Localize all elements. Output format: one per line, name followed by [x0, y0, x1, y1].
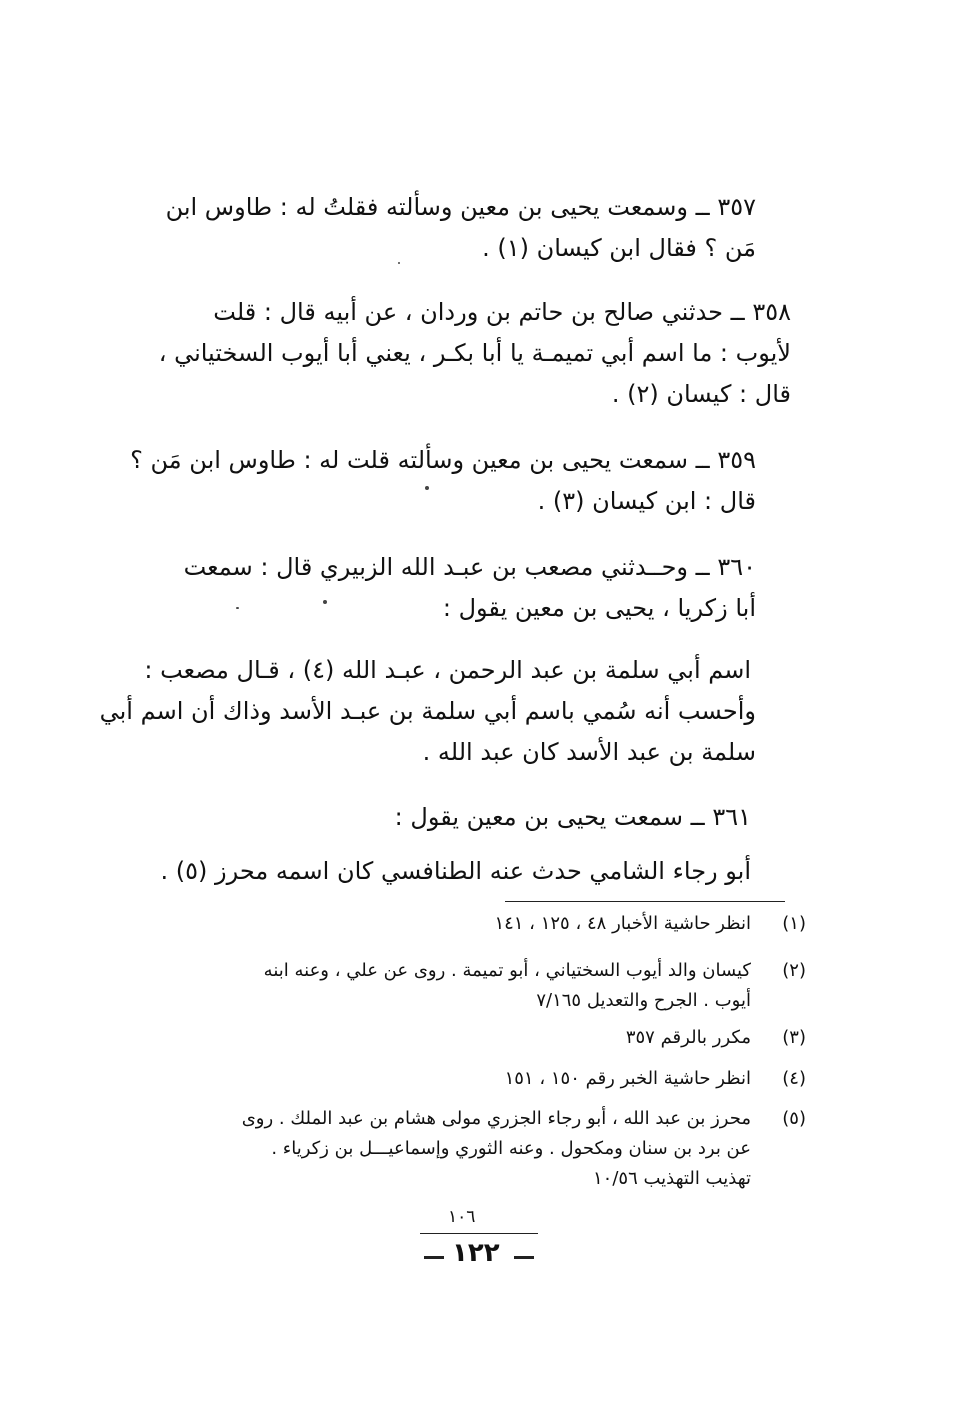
page-number-dash-right — [514, 1256, 534, 1259]
page-number-original: ١٠٦ — [448, 1207, 476, 1227]
entry-359-line-1: ٣٥٩ ــ سمعت يحيى بن معين وسألته قلت له : طاوس ابن مَن ؟ — [130, 446, 756, 474]
entry-360-line-2: أبا زكريا ، يحيى بن معين يقول : — [442, 594, 756, 622]
footnote-4-text: انظر حاشية الخبر رقم ١٥٠ ، ١٥١ — [504, 1068, 751, 1089]
footnote-5-number: (٥) — [782, 1108, 806, 1129]
entry-360-line-1: ٣٦٠ ــ وحــدثني مصعب بن عبـد الله الزبيري قال : سمعت — [183, 553, 756, 581]
entry-358-line-1: ٣٥٨ ــ حدثني صالح بن حاتم بن وردان ، عن أبيه قال : قلت — [213, 298, 791, 326]
page-number-overline — [420, 1233, 538, 1234]
entry-361-line-1: ٣٦١ ــ سمعت يحيى بن معين يقول : — [394, 803, 751, 831]
footnote-3-text: مكرر بالرقم ٣٥٧ — [625, 1027, 751, 1048]
footnote-separator — [505, 901, 785, 902]
footnote-1-text: انظر حاشية الأخبار ٤٨ ، ١٢٥ ، ١٤١ — [494, 913, 751, 934]
footnote-3-number: (٣) — [782, 1027, 806, 1048]
entry-358-line-2: لأيوب : ما اسم أبي تميمـة يا أبا بكـر ، يعني أبا أيوب السختياني ، — [158, 339, 791, 367]
entry-357-line-2: مَن ؟ فقال ابن كيسان (١) . — [482, 234, 756, 262]
footnote-2-number: (٢) — [782, 960, 806, 981]
scan-speck — [236, 607, 239, 609]
footnote-5-text-line-1: محرز بن عبد الله ، أبو رجاء الجزري مولى هشام بن عبد الملك . روى — [241, 1108, 751, 1129]
footnote-2-text-line-2: أيوب . الجرح والتعديل ٧/١٦٥ — [536, 990, 751, 1011]
page-number-dash-left — [424, 1256, 444, 1259]
footnote-5-text-line-3: تهذيب التهذيب ١٠/٥٦ — [593, 1168, 751, 1189]
entry-360-paragraph-line-3: سلمة بن عبد الأسد كان عبد الله . — [422, 738, 756, 766]
footnote-2-text-line-1: كيسان والد أيوب السختياني ، أبو تميمة . روى عن علي ، وعنه ابنه — [263, 960, 751, 981]
entry-361-line-2: أبو رجاء الشامي حدث عنه الطنافسي كان اسمه محرز (٥) . — [160, 857, 751, 885]
footnote-5-text-line-2: عن برد بن سنان ومكحول . وعنه الثوري وإسماعيـــل بن زكرياء . — [271, 1138, 751, 1159]
entry-360-paragraph-line-1: اسم أبي سلمة بن عبد الرحمن ، عبـد الله (٤) ، قـال مصعب : — [144, 656, 751, 684]
footnote-4-number: (٤) — [782, 1068, 806, 1089]
scan-speck — [398, 262, 400, 264]
scan-speck — [425, 486, 429, 490]
footnote-1-number: (١) — [782, 913, 806, 934]
entry-359-line-2: قال : ابن كيسان (٣) . — [537, 487, 756, 515]
entry-357-line-1: ٣٥٧ ــ وسمعت يحيى بن معين وسألته فقلتُ له : طاوس ابن — [165, 193, 756, 221]
scan-speck — [323, 600, 327, 604]
page-number: ١٢٢ — [452, 1238, 500, 1268]
entry-358-line-3: قال : كيسان (٢) . — [611, 380, 791, 408]
entry-360-paragraph-line-2: وأحسب أنه سُمي باسم أبي سلمة بن عبـد الأسد وذاك أن اسم أبي — [99, 697, 756, 725]
